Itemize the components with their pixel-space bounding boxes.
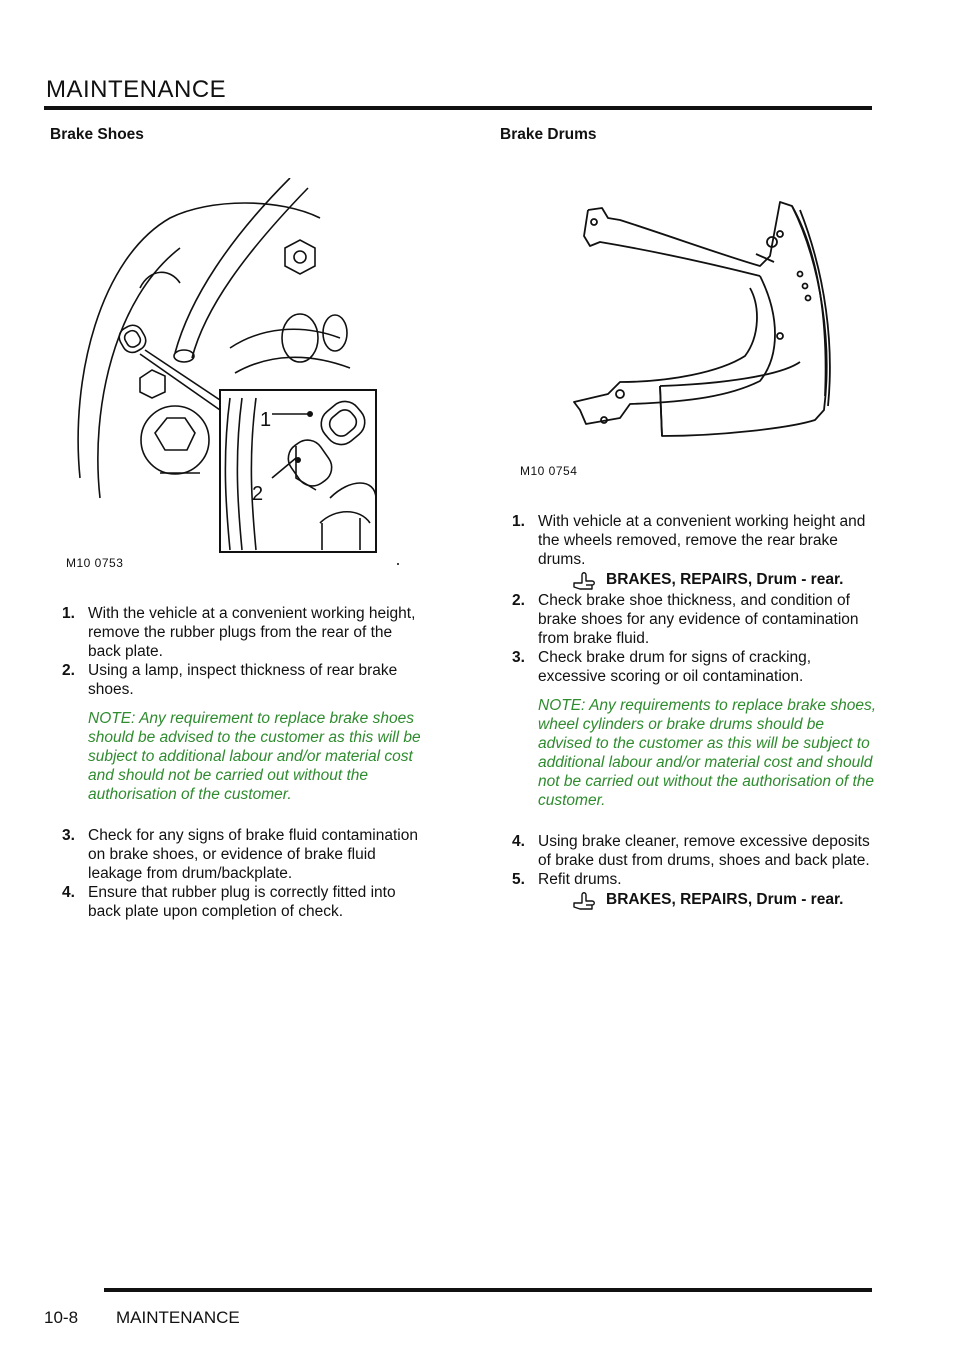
cross-reference-text: BRAKES, REPAIRS, Drum - rear. [606,571,844,588]
step-item: 2. Using a lamp, inspect thickness of rear brake shoes. [62,662,398,698]
figure-label-right: M10 0754 [520,464,578,478]
note-text: NOTE: Any requirement to replace brake shoes should be advised to the customer as this will be subject to additional labour and/or material cost and should not be carried out without the authorisation of the customer. [88,710,421,803]
step-item: 1. With vehicle at a convenient working height and the wheels removed, remove the rear brake drums. [512,513,866,568]
section-heading-brake-drums: Brake Drums [500,126,597,143]
figure-brake-drums [560,196,840,456]
header-rule [44,106,872,110]
footer-rule [104,1288,872,1292]
step-item: 1. With the vehicle at a convenient working height, remove the rubber plugs from the rear of the back plate. [62,605,416,660]
step-item: 4. Using brake cleaner, remove excessive deposits of brake dust from drums, shoes and back plate. [512,833,870,869]
callout-1: 1 [260,409,272,431]
step-item: 3. Check brake drum for signs of cracking, excessive scoring or oil contamination. [512,649,812,685]
footer-section: MAINTENANCE [116,1308,240,1327]
cross-reference-text: BRAKES, REPAIRS, Drum - rear. [606,891,844,908]
figure-brake-shoes [60,178,410,570]
right-steps [512,512,876,911]
cross-reference[interactable] [512,889,876,911]
brake-shoe-illustration [560,196,840,456]
callout-2: 2 [252,483,264,505]
step-item: 4. Ensure that rubber plug is correctly fitted into back plate upon completion of check. [62,884,396,920]
section-heading-brake-shoes: Brake Shoes [50,126,144,143]
note-text: NOTE: Any requirements to replace brake shoes, wheel cylinders or brake drums should be advised to the customer as this will be subject to additional labour and/or material cost and should not be carried out without the authorisation of the customer. [538,697,876,809]
cross-reference[interactable] [512,569,876,591]
step-item: 5. Refit drums. [512,871,622,888]
step-item: 2. Check brake shoe thickness, and condition of brake shoes for any evidence of contamination from brake fluid. [512,592,859,647]
step-item: 3. Check for any signs of brake fluid contamination on brake shoes, or evidence of brake fluid leakage from drum/backplate. [62,827,418,882]
pointing-hand-icon [572,889,596,911]
brake-backplate-illustration [60,178,410,570]
figure-label-left: M10 0753 [66,556,124,570]
page-header-title: MAINTENANCE [46,76,227,103]
footer-page-number: 10-8 [44,1308,79,1327]
pointing-hand-icon [572,569,596,591]
left-steps [62,604,424,921]
